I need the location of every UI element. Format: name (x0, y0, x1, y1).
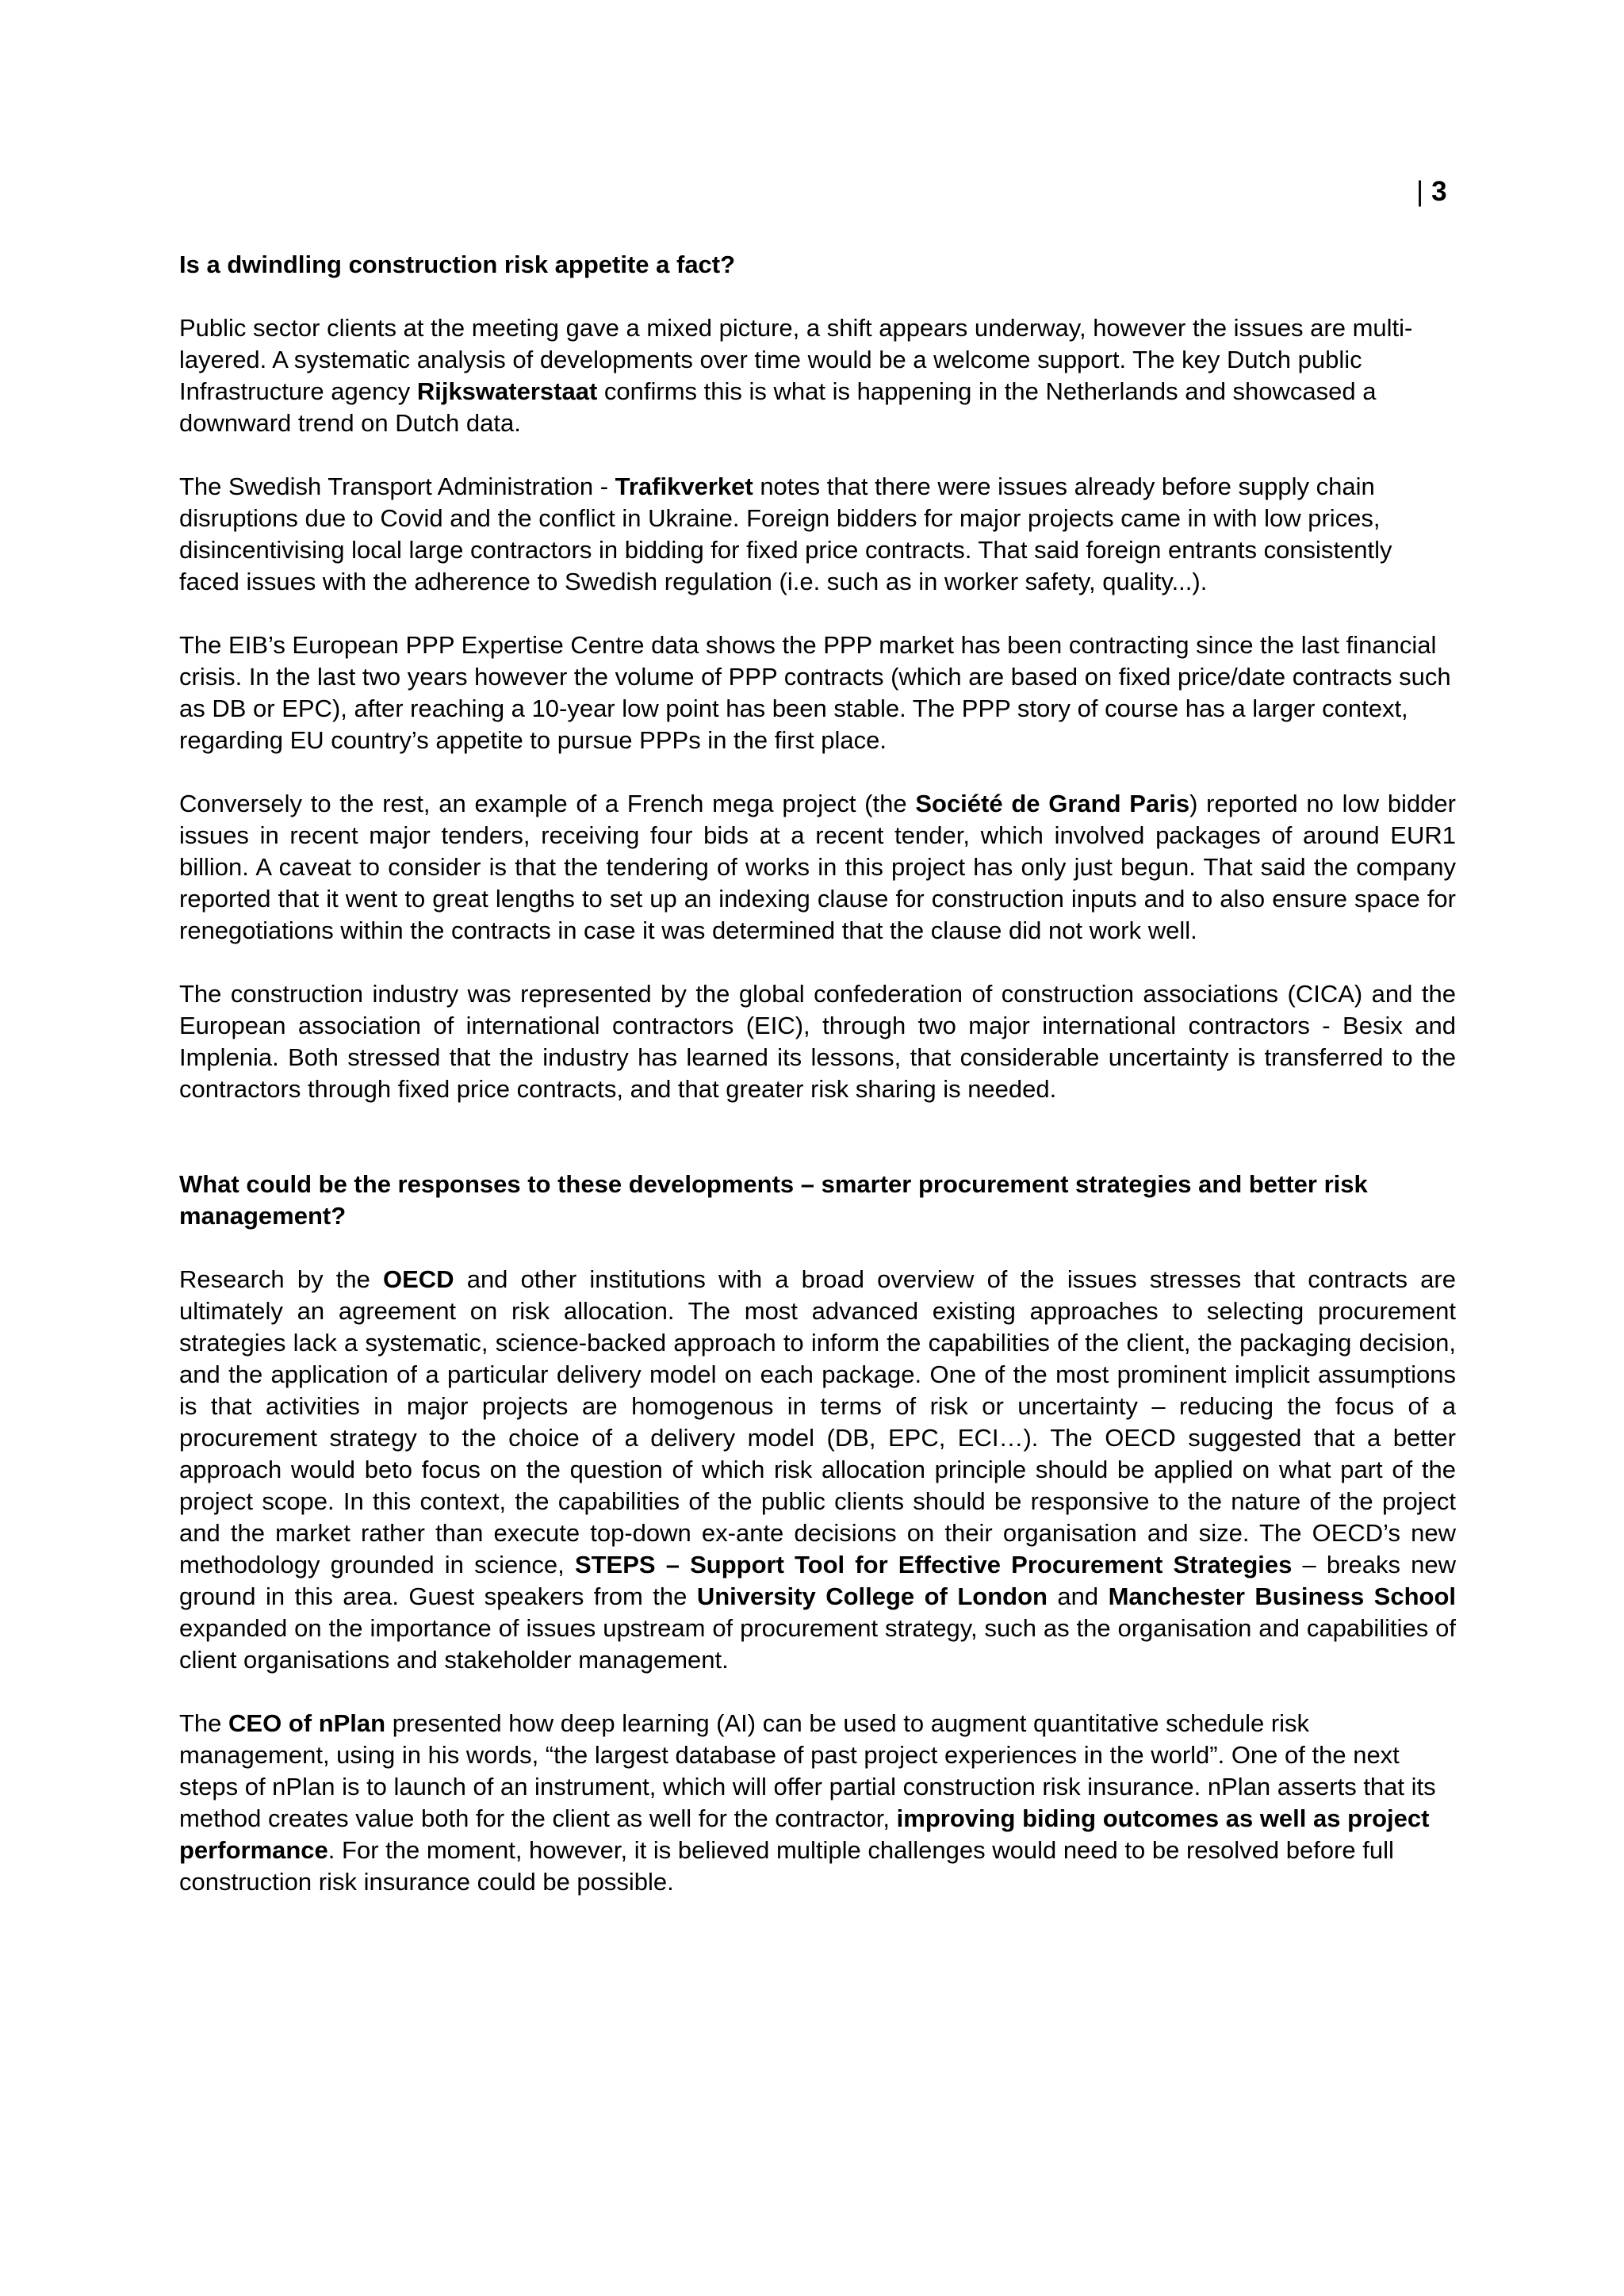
paragraph-rijkswaterstaat (179, 312, 1456, 439)
section-heading-responses: What could be the responses to these developments – smarter procurement strategies and better risk management? (179, 1170, 1368, 1230)
document-body (179, 249, 1456, 1930)
text-span: Conversely to the rest, an example of a French mega project (the (179, 790, 916, 817)
bold-text-ucl: University College of London (696, 1582, 1048, 1610)
text-span: – breaks new ground in this area. Guest speakers from the (179, 1551, 1456, 1610)
text-span: and (1047, 1582, 1109, 1610)
text-span: . For the moment, however, it is believed multiple challenges would need to be resolved before full construction risk insurance could be possible. (179, 1836, 1394, 1896)
page-number-separator: | (1416, 176, 1424, 207)
bold-text-manchester: Manchester Business School (1108, 1582, 1456, 1610)
bold-text-rijkswaterstaat: Rijkswaterstaat (416, 377, 598, 405)
paragraph-eib-ppp: The EIB’s European PPP Expertise Centre data shows the PPP market has been contracting since the last financial crisis. In the last two years however the volume of PPP contracts (which are based on fixed price/date contracts such as DB or EPC), after reaching a 10-year low point has been stable. The PPP story of course has a larger context, regarding EU country’s appetite to pursue PPPs in the first place. (179, 631, 1451, 754)
text-span: The Swedish Transport Administration - (179, 473, 615, 500)
bold-text-ceo-nplan: CEO of nPlan (228, 1709, 386, 1737)
bold-text-grand-paris: Société de Grand Paris (915, 790, 1190, 817)
paragraph-construction-industry: The construction industry was represented by the global confederation of construction associations (CICA) and the European association of international contractors (EIC), through two major international contractors - Besix and Implenia. Both stressed that the industry has learned its lessons, that considerable uncertainty is transferred to the contractors through fixed price contracts, and that greater risk sharing is needed. (179, 980, 1456, 1103)
text-span: expanded on the importance of issues upstream of procurement strategy, such as the organisation and capabilities of client organisations and stakeholder management. (179, 1614, 1456, 1674)
paragraph-grand-paris (179, 788, 1456, 947)
paragraph-trafikverket (179, 471, 1456, 598)
page-number (1416, 176, 1447, 208)
bold-text-outcomes: improving biding outcomes as well as project performance (179, 1804, 1430, 1864)
bold-text-trafikverket: Trafikverket (615, 473, 753, 500)
text-span: confirms this is what is happening in the Netherlands and showcased a downward trend on Dutch data. (179, 377, 1377, 437)
text-span: The (179, 1709, 229, 1737)
text-span: presented how deep learning (AI) can be used to augment quantitative schedule risk management, using in his words, “the largest database of past project experiences in the world”. One of the next steps of nPlan is to launch of an instrument, which will offer partial construction risk insurance. nPlan asserts that its method creates value both for the client as well for the contractor, (179, 1709, 1436, 1832)
page-number-value: 3 (1431, 176, 1447, 207)
bold-text-oecd: OECD (382, 1265, 454, 1293)
paragraph-nplan (179, 1708, 1456, 1898)
text-span: Research by the (179, 1265, 383, 1293)
text-span: ) reported no low bidder issues in recent major tenders, receiving four bids at a recent tender, which involved packages of around EUR1 billion. A caveat to consider is that the tendering of works in this project has only just begun. That said the company reported that it went to great lengths to set up an indexing clause for construction inputs and to also ensure space for renegotiations within the contracts in case it was determined that the clause did not work well. (179, 790, 1456, 944)
text-span: Public sector clients at the meeting gave a mixed picture, a shift appears underway, however the issues are multi-layered. A systematic analysis of developments over time would be a welcome support. The key Dutch public Infrastructure agency (179, 314, 1413, 405)
text-span: notes that there were issues already before supply chain disruptions due to Covid and the conflict in Ukraine. Foreign bidders for major projects came in with low prices, disincentivising local large contractors in bidding for fixed price contracts. That said foreign entrants consistently faced issues with the adherence to Swedish regulation (i.e. such as in worker safety, quality...). (179, 473, 1392, 595)
bold-text-steps: STEPS – Support Tool for Effective Procurement Strategies (574, 1551, 1293, 1578)
section-heading-risk-appetite: Is a dwindling construction risk appetite a fact? (179, 251, 736, 278)
paragraph-oecd-research (179, 1264, 1456, 1676)
text-span: and other institutions with a broad overview of the issues stresses that contracts are ultimately an agreement on risk allocation. The most advanced existing approaches to selecting procurement strategies lack a systematic, science-backed approach to inform the capabilities of the client, the packaging decision, and the application of a particular delivery model on each package. One of the most prominent implicit assumptions is that activities in major projects are homogenous in terms of risk or uncertainty – reducing the focus of a procurement strategy to the choice of a delivery model (DB, EPC, ECI…). The OECD suggested that a better approach would beto focus on the question of which risk allocation principle should be applied on what part of the project scope. In this context, the capabilities of the public clients should be responsive to the nature of the project and the market rather than execute top-down ex-ante decisions on their organisation and size. The OECD’s new methodology grounded in science, (179, 1265, 1456, 1578)
